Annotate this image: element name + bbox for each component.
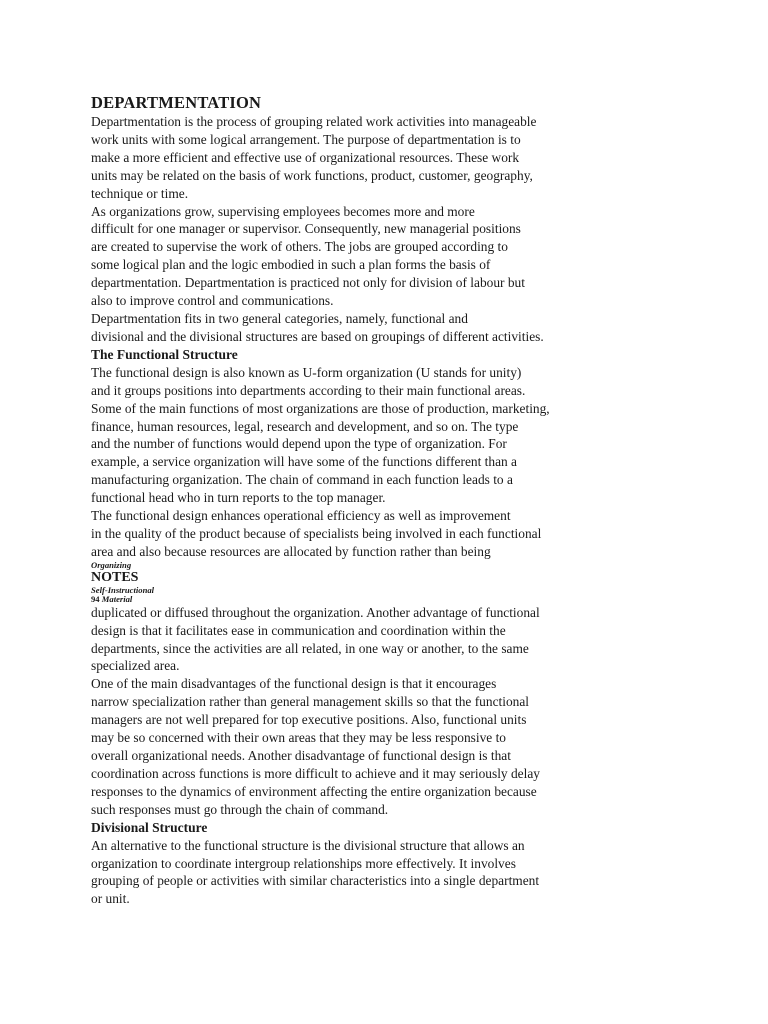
material-label: Material xyxy=(101,593,133,604)
text-line: narrow specialization rather than general management skills so that the functional xyxy=(91,694,530,710)
text-line: The functional design enhances operational efficiency as well as improvement xyxy=(91,508,511,524)
self-instructional-label: Self-Instructional xyxy=(91,584,155,595)
page-number: 94 xyxy=(91,593,100,604)
intro-paragraphs xyxy=(91,113,731,346)
functional-continued-paragraphs xyxy=(91,604,731,819)
page-title: DEPARTMENTATION xyxy=(91,93,262,112)
text-line: As organizations grow, supervising employees becomes more and more xyxy=(91,203,475,219)
text-line: functional head who in turn reports to the top manager. xyxy=(91,490,386,506)
text-line: and the number of functions would depend upon the type of organization. For xyxy=(91,436,507,452)
notes-label: NOTES xyxy=(91,569,139,585)
text-line: work units with some logical arrangement. The purpose of departmentation is to xyxy=(91,131,521,147)
text-line: coordination across functions is more difficult to achieve and it may seriously delay xyxy=(91,765,540,781)
text-line: example, a service organization will have some of the functions different than a xyxy=(91,454,517,470)
text-line: or unit. xyxy=(91,891,130,907)
text-line: specialized area. xyxy=(91,658,180,674)
text-line: Departmentation is the process of grouping related work activities into manageable xyxy=(91,114,537,129)
text-line: departments, since the activities are all related, in one way or another, to the same xyxy=(91,640,529,656)
text-line: Departmentation fits in two general categories, namely, functional and xyxy=(91,310,468,326)
section-heading-divisional: Divisional Structure xyxy=(91,819,208,835)
text-line: units may be related on the basis of work functions, product, customer, geography, xyxy=(91,167,533,183)
text-line: An alternative to the functional structure is the divisional structure that allows an xyxy=(91,837,525,853)
text-line: area and also because resources are allocated by function rather than being xyxy=(91,543,491,559)
text-line: some logical plan and the logic embodied in such a plan forms the basis of xyxy=(91,257,491,273)
text-line: also to improve control and communications. xyxy=(91,293,334,309)
text-line: grouping of people or activities with similar characteristics into a single department xyxy=(91,873,540,889)
text-line: may be so concerned with their own areas that they may be less responsive to xyxy=(91,730,506,746)
text-line: design is that it facilitates ease in communication and coordination within the xyxy=(91,622,506,638)
margin-notes xyxy=(91,561,731,604)
text-line: are created to supervise the work of others. The jobs are grouped according to xyxy=(91,239,508,255)
text-line: in the quality of the product because of specialists being involved in each functional xyxy=(91,525,542,541)
text-line: overall organizational needs. Another disadvantage of functional design is that xyxy=(91,748,511,763)
text-line: responses to the dynamics of environment affecting the entire organization because xyxy=(91,783,537,799)
text-line: manufacturing organization. The chain of command in each function leads to a xyxy=(91,472,513,488)
text-line: One of the main disadvantages of the functional design is that it encourages xyxy=(91,676,497,692)
text-line: Some of the main functions of most organizations are those of production, marketing, xyxy=(91,400,550,416)
text-line: The functional design is also known as U-form organization (U stands for unity) xyxy=(91,364,522,380)
text-line: managers are not well prepared for top executive positions. Also, functional units xyxy=(91,712,527,728)
text-line: technique or time. xyxy=(91,185,189,201)
text-line: duplicated or diffused throughout the organization. Another advantage of functional xyxy=(91,604,540,620)
text-line: divisional and the divisional structures are based on groupings of different activities. xyxy=(91,328,544,344)
section-heading-functional: The Functional Structure xyxy=(91,346,238,362)
text-line: organization to coordinate intergroup relationships more effectively. It involves xyxy=(91,855,516,871)
text-line: make a more efficient and effective use of organizational resources. These work xyxy=(91,149,520,165)
functional-paragraphs xyxy=(91,364,731,561)
text-line: difficult for one manager or supervisor. Consequently, new managerial positions xyxy=(91,221,521,237)
text-line: and it groups positions into departments according to their main functional areas. xyxy=(91,382,526,398)
document-page xyxy=(91,93,731,908)
running-header-organizing: Organizing xyxy=(91,559,132,570)
text-line: finance, human resources, legal, research and development, and so on. The type xyxy=(91,418,519,434)
page-number-line xyxy=(91,595,731,604)
text-line: departmentation. Departmentation is practiced not only for division of labour but xyxy=(91,275,525,291)
divisional-paragraphs xyxy=(91,837,731,909)
text-line: such responses must go through the chain of command. xyxy=(91,801,389,817)
